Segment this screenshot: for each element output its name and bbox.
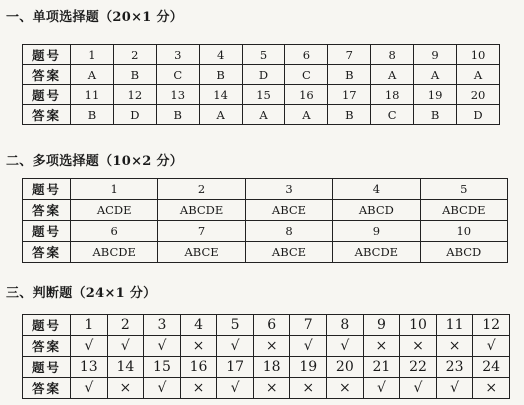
answer-cell: ACDE [71,200,158,221]
answer-row [23,242,508,263]
question-number: 20 [457,85,500,105]
row-label-question-number: 题号 [23,179,71,200]
question-number: 15 [242,85,285,105]
question-number: 9 [333,221,420,242]
answer-cell: B [328,65,371,85]
answer-cell: A [285,105,328,125]
section3-answer-table [22,314,510,399]
question-number: 6 [253,315,290,336]
answer-cell: √ [144,336,181,357]
answer-cell: √ [71,378,108,399]
question-number: 21 [363,357,400,378]
section1-answer-table [22,44,500,125]
section1-title: 一、单项选择题（20×1 分） [6,10,184,25]
question-number: 11 [436,315,473,336]
row-label-answer: 答案 [23,378,71,399]
answer-cell: ABCDE [158,200,245,221]
question-number: 17 [217,357,254,378]
number-row [23,179,508,200]
answer-cell: √ [473,336,510,357]
row-label-question-number: 题号 [23,315,71,336]
question-number: 2 [158,179,245,200]
question-number: 5 [217,315,254,336]
answer-cell: √ [144,378,181,399]
question-number: 24 [473,357,510,378]
question-number: 8 [371,45,414,65]
row-label-question-number: 题号 [23,221,71,242]
answer-cell: √ [436,378,473,399]
question-number: 1 [71,45,114,65]
answer-cell: × [107,378,144,399]
question-number: 2 [107,315,144,336]
question-number: 12 [113,85,156,105]
question-number: 5 [420,179,507,200]
question-number: 4 [199,45,242,65]
answer-row [23,200,508,221]
answer-cell: √ [217,336,254,357]
answer-row [23,378,510,399]
answer-cell: C [371,105,414,125]
question-number: 14 [107,357,144,378]
answer-cell: A [199,105,242,125]
answer-cell: ABCDE [420,200,507,221]
answer-cell: × [253,336,290,357]
answer-cell: ABCE [245,200,332,221]
question-number: 12 [473,315,510,336]
row-label-answer: 答案 [23,65,71,85]
row-label-answer: 答案 [23,105,71,125]
question-number: 22 [400,357,437,378]
question-number: 1 [71,179,158,200]
question-number: 8 [245,221,332,242]
answer-cell: B [113,65,156,85]
answer-cell: C [156,65,199,85]
answer-cell: D [242,65,285,85]
question-number: 1 [71,315,108,336]
answer-cell: × [327,378,364,399]
answer-cell: × [473,378,510,399]
answer-cell: B [414,105,457,125]
question-number: 17 [328,85,371,105]
section2-answer-table [22,178,508,263]
row-label-question-number: 题号 [23,45,71,65]
question-number: 4 [180,315,217,336]
number-row [23,45,500,65]
answer-cell: D [457,105,500,125]
answer-cell: √ [290,336,327,357]
answer-cell: B [199,65,242,85]
question-number: 19 [290,357,327,378]
row-label-answer: 答案 [23,336,71,357]
question-number: 16 [285,85,328,105]
answer-row [23,336,510,357]
row-label-question-number: 题号 [23,85,71,105]
answer-cell: A [371,65,414,85]
answer-cell: √ [363,378,400,399]
number-row [23,315,510,336]
answer-cell: × [363,336,400,357]
section2-title: 二、多项选择题（10×2 分） [6,154,184,169]
question-number: 18 [253,357,290,378]
row-label-answer: 答案 [23,200,71,221]
answer-cell: ABCE [158,242,245,263]
row-label-question-number: 题号 [23,357,71,378]
answer-cell: √ [327,336,364,357]
number-row [23,357,510,378]
answer-cell: B [71,105,114,125]
question-number: 13 [71,357,108,378]
answer-cell: ABCDE [71,242,158,263]
question-number: 5 [242,45,285,65]
answer-cell: × [180,336,217,357]
answer-row [23,105,500,125]
question-number: 20 [327,357,364,378]
answer-cell: A [71,65,114,85]
answer-cell: A [242,105,285,125]
question-number: 3 [156,45,199,65]
answer-cell: B [156,105,199,125]
answer-cell: × [400,336,437,357]
question-number: 14 [199,85,242,105]
answer-cell: A [457,65,500,85]
question-number: 15 [144,357,181,378]
question-number: 16 [180,357,217,378]
question-number: 3 [144,315,181,336]
question-number: 2 [113,45,156,65]
answer-cell: × [290,378,327,399]
answer-cell: √ [71,336,108,357]
answer-cell: ABCD [333,200,420,221]
question-number: 4 [333,179,420,200]
number-row [23,221,508,242]
question-number: 19 [414,85,457,105]
number-row [23,85,500,105]
question-number: 23 [436,357,473,378]
answer-cell: B [328,105,371,125]
answer-row [23,65,500,85]
question-number: 8 [327,315,364,336]
question-number: 6 [285,45,328,65]
question-number: 7 [290,315,327,336]
question-number: 10 [457,45,500,65]
question-number: 11 [71,85,114,105]
question-number: 7 [158,221,245,242]
answer-cell: ABCE [245,242,332,263]
question-number: 3 [245,179,332,200]
answer-cell: ABCDE [333,242,420,263]
question-number: 18 [371,85,414,105]
question-number: 13 [156,85,199,105]
question-number: 9 [414,45,457,65]
answer-cell: √ [400,378,437,399]
answer-cell: D [113,105,156,125]
answer-cell: × [180,378,217,399]
row-label-answer: 答案 [23,242,71,263]
section3-title: 三、判断题（24×1 分） [6,286,157,301]
question-number: 7 [328,45,371,65]
answer-cell: × [436,336,473,357]
question-number: 6 [71,221,158,242]
answer-cell: √ [217,378,254,399]
question-number: 9 [363,315,400,336]
answer-cell: √ [107,336,144,357]
answer-cell: A [414,65,457,85]
question-number: 10 [420,221,507,242]
answer-cell: C [285,65,328,85]
question-number: 10 [400,315,437,336]
answer-cell: × [253,378,290,399]
answer-cell: ABCD [420,242,507,263]
